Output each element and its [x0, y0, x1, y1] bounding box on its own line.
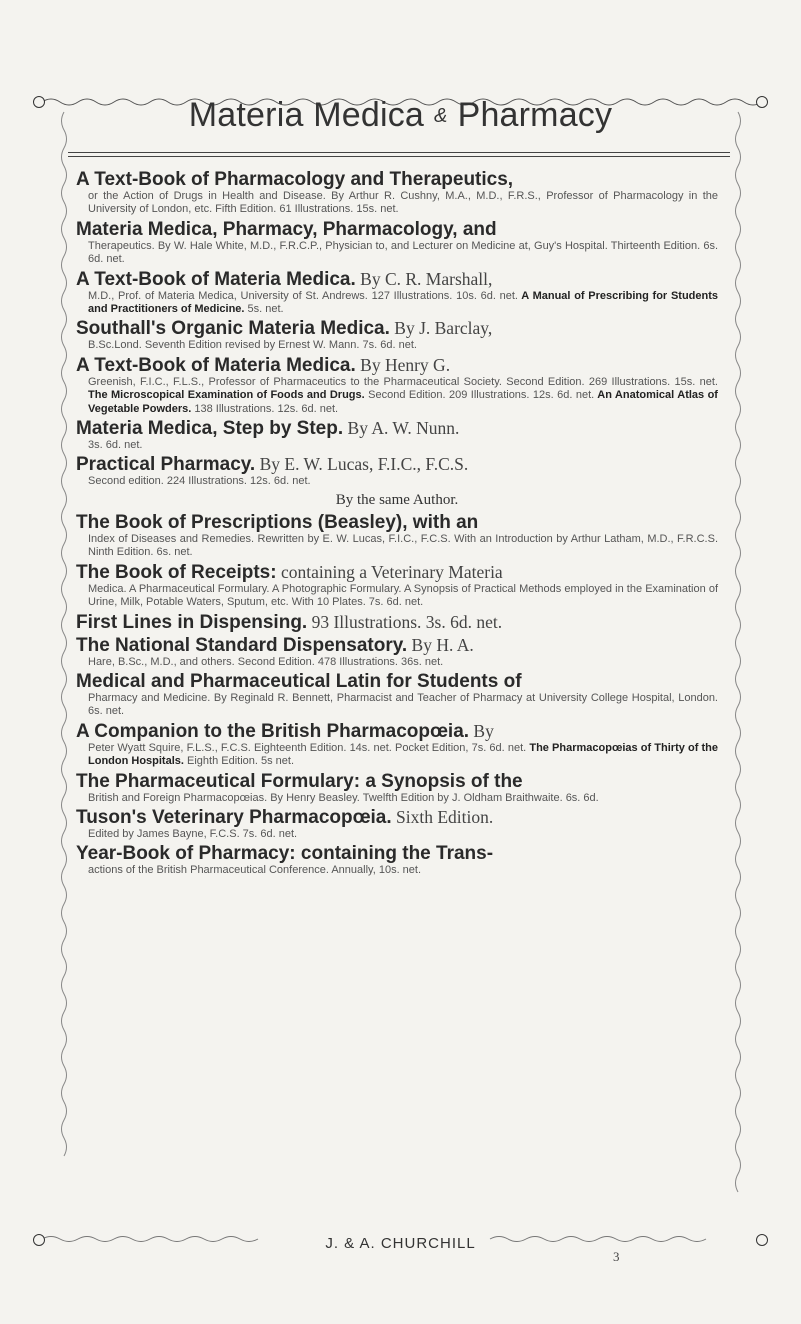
entry-heading: [76, 808, 718, 828]
related-title: The Pharmacopœias of Thirty of the London Hospitals.: [88, 741, 719, 768]
book-entry: [76, 455, 718, 488]
details-text: 138 Illustrations. 12s. 6d. net.: [191, 402, 339, 415]
book-entry: [76, 319, 718, 352]
details-text: Peter Wyatt Squire, F.L.S., F.C.S. Eighteenth Edition. 14s. net. Pocket Edition, 7s. 6d. net.: [88, 741, 527, 754]
entry-heading: [76, 170, 718, 190]
book-title: A Text-Book of Materia Medica.: [76, 268, 356, 290]
book-title: A Companion to the British Pharmacopœia.: [76, 720, 470, 742]
entry-heading: [76, 319, 718, 339]
publisher-footer: J. & A. CHURCHILL: [325, 1235, 476, 1252]
entry-heading: [76, 563, 718, 583]
entry-heading: [76, 772, 718, 792]
book-details: [76, 828, 718, 841]
book-title: Year-Book of Pharmacy: containing the Trans-: [76, 843, 494, 865]
details-text: Second edition. 224 Illustrations. 12s. 6d. net.: [88, 475, 311, 488]
details-text: Index of Diseases and Remedies. Rewritten by E. W. Lucas, F.I.C., F.C.S. With an Introduction by Arthur Latham, M.D., F.R.C.S. Ninth Edition. 6s. net.: [88, 532, 718, 559]
book-entry: [76, 844, 718, 877]
entry-heading: [76, 455, 718, 475]
book-title: A Text-Book of Materia Medica.: [76, 354, 356, 376]
details-text: M.D., Prof. of Materia Medica, University of St. Andrews. 127 Illustrations. 10s. 6d. net.: [88, 289, 518, 302]
entry-heading: [76, 613, 718, 633]
book-title: Practical Pharmacy.: [76, 454, 256, 476]
book-entry: [76, 563, 718, 610]
book-details: [76, 439, 718, 452]
book-title: First Lines in Dispensing.: [76, 611, 308, 633]
book-details: [76, 583, 718, 610]
book-author: By E. W. Lucas, F.I.C., F.C.S.: [255, 454, 469, 475]
book-title: Materia Medica, Pharmacy, Pharmacology, and: [76, 218, 497, 240]
book-details: [76, 692, 718, 719]
book-entry: [76, 808, 718, 841]
details-text: Edited by James Bayne, F.C.S. 7s. 6d. net.: [88, 827, 298, 840]
book-entry: [76, 170, 718, 217]
left-wave-border: [62, 112, 67, 1156]
book-author: By: [469, 720, 494, 741]
page-number: 3: [613, 1249, 620, 1264]
book-details: [76, 475, 718, 488]
related-title: A Manual of Prescribing for Students and Practitioners of Medicine.: [88, 289, 719, 316]
book-entry: [76, 772, 718, 805]
book-entry: [76, 270, 718, 317]
book-entry: [76, 513, 718, 560]
book-author: By C. R. Marshall,: [355, 268, 493, 289]
entry-heading: [76, 513, 718, 533]
book-title: Medical and Pharmaceutical Latin for Students of: [76, 670, 522, 692]
entry-heading: [76, 672, 718, 692]
entry-heading: [76, 844, 718, 864]
related-title: An Anatomical Atlas of Vegetable Powders.: [88, 389, 718, 415]
details-text: B.Sc.Lond. Seventh Edition revised by Ernest W. Mann. 7s. 6d. net.: [88, 339, 417, 352]
entry-heading: [76, 270, 718, 290]
details-text: Second Edition. 209 Illustrations. 12s. 6d. net.: [364, 389, 595, 402]
details-text: actions of the British Pharmaceutical Conference. Annually, 10s. net.: [88, 864, 422, 877]
details-text: or the Action of Drugs in Health and Disease. By Arthur R. Cushny, M.A., M.D., F.R.S., Professor of Pharmacology in the University of London, etc. Fifth Edition. 61 Illustrations. 15s. net.: [88, 190, 718, 216]
book-entry: [76, 356, 718, 416]
book-details: [76, 656, 718, 669]
book-title: The Pharmaceutical Formulary: a Synopsis of the: [76, 770, 523, 792]
details-text: Hare, B.Sc., M.D., and others. Second Edition. 478 Illustrations. 36s. net.: [88, 655, 444, 668]
book-details: [76, 290, 718, 317]
book-details: [76, 533, 718, 560]
book-title: The National Standard Dispensatory.: [76, 634, 408, 656]
details-text: 3s. 6d. net.: [88, 439, 143, 452]
details-text: Eighth Edition. 5s net.: [183, 755, 295, 768]
entry-heading: [76, 356, 718, 376]
book-author: By J. Barclay,: [389, 318, 493, 339]
details-text: Medica. A Pharmaceutical Formulary. A Photographic Formulary. A Synopsis of Practical Methods employed in the Examination of Urine, Milk, Potable Waters, Sputum, etc. With 10 Plates. 7s. 6d. net.: [88, 582, 718, 609]
ampersand-ornament: &: [434, 105, 448, 127]
book-author: containing a Veterinary Materia: [276, 561, 503, 582]
book-author: By H. A.: [407, 634, 474, 655]
page-title: [0, 96, 801, 135]
details-text: Pharmacy and Medicine. By Reginald R. Bennett, Pharmacist and Teacher of Pharmacy at University College Hospital, London. 6s. net.: [88, 691, 718, 718]
author-note: By the same Author.: [335, 491, 459, 508]
book-author: By Henry G.: [355, 354, 451, 375]
book-author: By A. W. Nunn.: [343, 418, 460, 439]
book-author: Sixth Edition.: [391, 806, 494, 827]
book-title: Materia Medica, Step by Step.: [76, 418, 344, 440]
book-title: Tuson's Veterinary Pharmacopœia.: [76, 806, 392, 828]
entry-heading: [76, 419, 718, 439]
book-list: [76, 170, 718, 881]
entry-heading: [76, 636, 718, 656]
book-title: A Text-Book of Pharmacology and Therapeutics,: [76, 169, 514, 190]
title-rule: [68, 156, 730, 157]
details-text: British and Foreign Pharmacopœias. By Henry Beasley. Twelfth Edition by J. Oldham Braithwaite. 6s. 6d.: [88, 791, 599, 804]
title-rule-thin: [68, 152, 730, 153]
book-title: The Book of Receipts:: [76, 561, 277, 583]
book-details: [76, 376, 718, 416]
book-details: [76, 864, 718, 877]
entry-heading: [76, 220, 718, 240]
book-details: [76, 339, 718, 352]
right-wave-border: [736, 112, 741, 1192]
book-entry: [76, 613, 718, 633]
details-text: 5s. net.: [244, 303, 284, 316]
book-entry: [76, 220, 718, 267]
book-details: [76, 742, 718, 769]
book-entry: [76, 722, 718, 769]
book-details: [76, 240, 718, 267]
book-details: [76, 190, 718, 217]
details-text: Therapeutics. By W. Hale White, M.D., F.R.C.P., Physician to, and Lecturer on Medicine at, Guy's Hospital. Thirteenth Edition. 6s. 6d. net.: [88, 239, 718, 266]
book-entry: [76, 672, 718, 719]
book-author: 93 Illustrations. 3s. 6d. net.: [307, 611, 503, 632]
book-title: Southall's Organic Materia Medica.: [76, 318, 390, 340]
details-text: Greenish, F.I.C., F.L.S., Professor of Pharmaceutics to the Pharmaceutical Society. Second Edition. 269 Illustrations. 15s. net.: [88, 375, 718, 388]
entry-heading: [76, 722, 718, 742]
book-entry: [76, 419, 718, 452]
title-left: Materia Medica: [188, 96, 425, 134]
title-right: Pharmacy: [457, 96, 613, 134]
book-details: [76, 792, 718, 805]
related-title: The Microscopical Examination of Foods and Drugs.: [88, 389, 365, 402]
book-entry: [76, 636, 718, 669]
book-title: The Book of Prescriptions (Beasley), with an: [76, 511, 479, 533]
